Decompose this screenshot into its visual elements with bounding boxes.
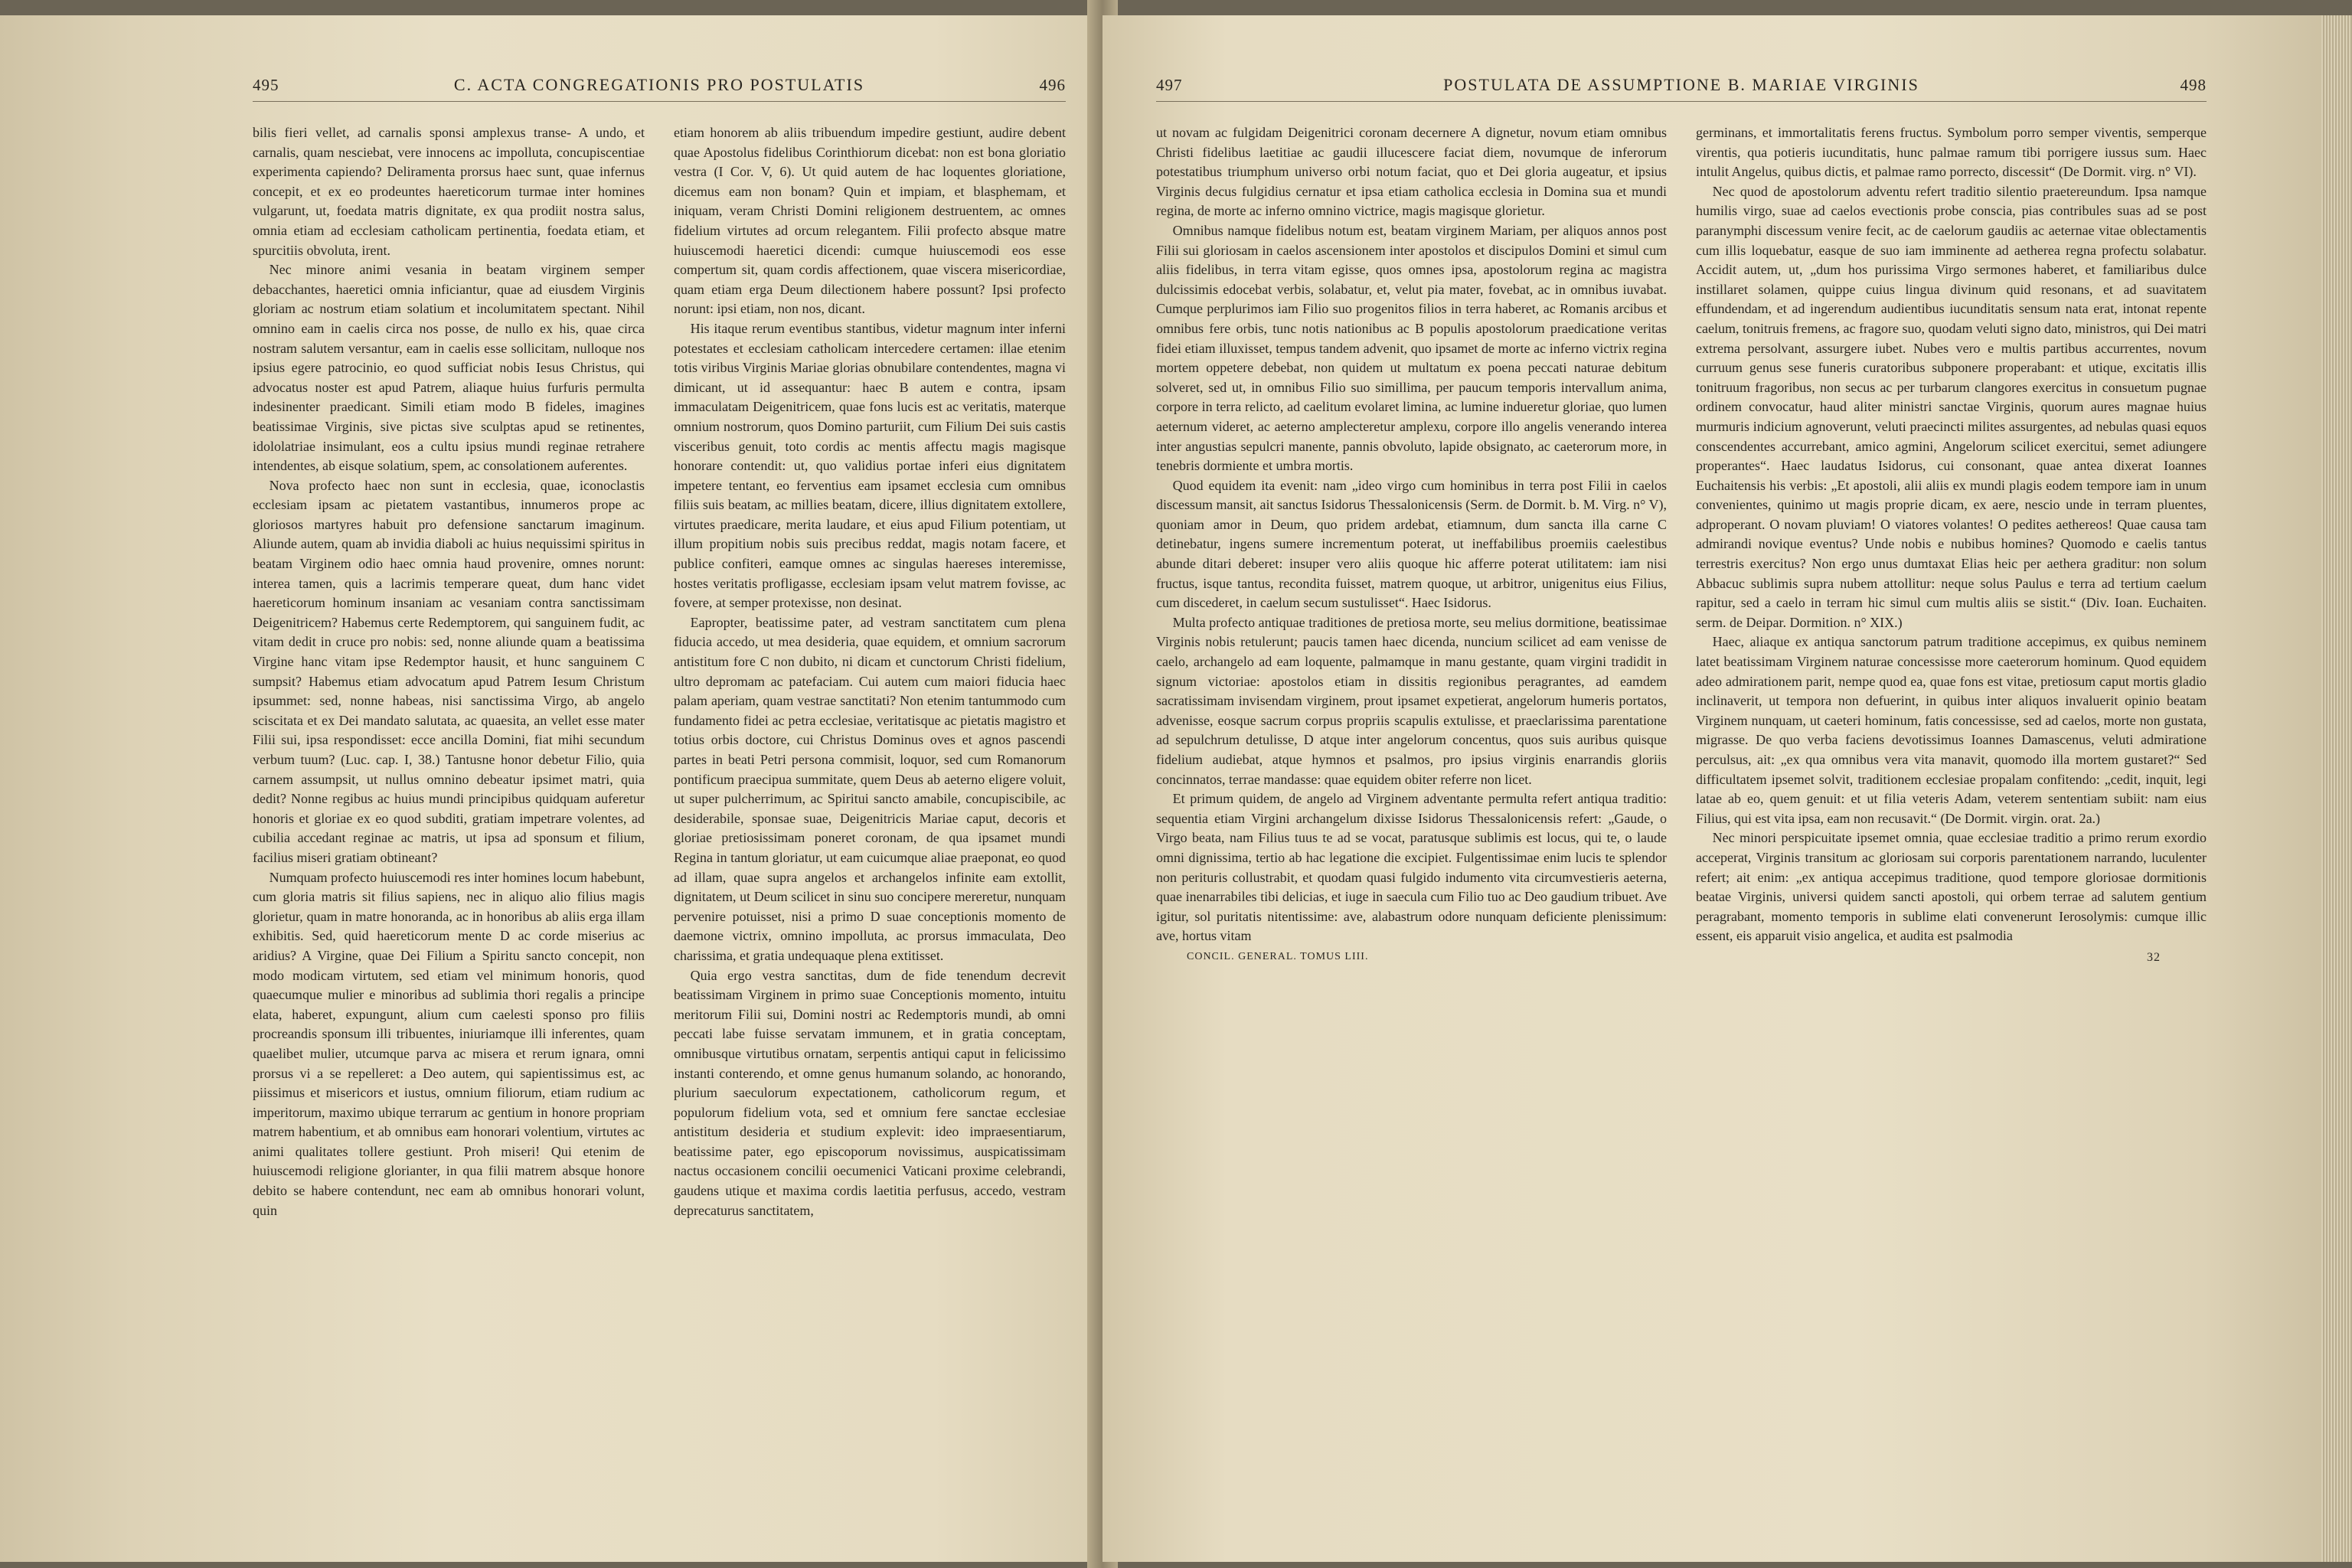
right-column-1	[1156, 123, 1667, 946]
page-footer	[1156, 951, 2207, 965]
paragraph: Eapropter, beatissime pater, ad vestram sanctitatem cum plena fiducia accedo, ut mea desideria, quae equidem, et omnium sacrorum antistitum fore C non dubito, ni dicam et cunctorum Christi fidelium, ultro depromam ac patefaciam. Cui autem cum maiori fiducia haec palam aperiam, quam vestrae sanctitati? Non etenim tantummodo cum fundamento fidei ac petra ecclesiae, veritatisque ac pietatis magistro et totius orbis doctore, cui Christus Dominus oves et agnos pascendi partes in beati Petri persona commisit, loquor, sed cum Romanorum pontificum praecipua summitate, quem Deus ab aeterno eligere voluit, ut super pulcherrimum, ac Spiritui sancto amabile, concupiscibile, ac desiderabile, sponsae suae, Deigenitricis Mariae caput, decoris et gloriae pretiosissimam poneret coronam, de qua ipsamet mundi Regina in tantum gloriatur, ut eam cuicumque aliae praeponat, eo quod ad illam, quae supra angelos et archangelos infinite eam extollit, dignitatem, ut Deum scilicet in sinu suo concipere mereretur, nunquam pervenire potuisset, nisi a primo D suae conceptionis momento de daemone victrix, omnino impolluta, ac prorsus immaculata, Deo charissima, et gratia undequaque plena extitisset.	[674, 614, 1066, 963]
paragraph: Nec minori perspicuitate ipsemet omnia, quae ecclesiae traditio a primo rerum exordio acceperat, Virginis transitum ac gloriosam sui corporis parentationem narrando, luculenter refert; ait enim: „ex antiqua accepimus traditione, quod tempore gloriosae dormitionis beatae Virginis, universi quidem sancti apostoli, qui orbem terrae ad salutem gentium peragrabant, momento temporis in sublime elati convenerunt Ierosolymis: cumque illic essent, eis apparuit visio angelica, et audita est psalmodia	[1696, 830, 2207, 944]
paragraph: His itaque rerum eventibus stantibus, videtur magnum inter inferni potestates et ecclesiam catholicam intercedere certamen: illae etenim totis viribus Virginis Mariae glorias obnubilare contendentes, magna vi dimicant, ut id assequantur: haec B autem e contra, ipsam immaculatam Deigenitricem, quae fons lucis est ac veritatis, materque omnium nostrorum, quos Domino parturiit, cum Filium Dei suis castis visceribus genuit, toto cordis ac mentis affectu magis magisque honorare contendit: ut, quo validius portae inferi eius dignitatem impetere tentant, eo ferventius eam ipsamet ecclesia cum omnibus filiis suis beatam, ac millies beatam, dicere, illius dignitatem extollere, virtutes praedicare, merita laudare, et eius apud Filium potentiam, ut illum propitium nobis suis precibus reddat, magis notam facere, et publice confiteri, eamque omnes ac singulas haereses interemisse, hostes veritatis profligasse, ecclesiam ipsam velut matrem fovisse, ac fovere, at semper protexisse, non desinat.	[674, 320, 1066, 611]
paragraph: ut novam ac fulgidam Deigenitrici coronam decernere A dignetur, novum etiam omnibus Christi fidelibus laetitiae ac gaudii illucescere faciat diem, novumque de inferorum potestatibus triumphum universo orbi notum faciat, quo et Dei gloria augeatur, et ipsius Virginis decus fulgidius cernatur et ipsa etiam catholica ecclesia in Domina sua et mundi regina, de morte ac inferno omnino victrice, magis magisque glorietur.	[1156, 125, 1667, 219]
paragraph: Numquam profecto huiuscemodi res inter homines locum habebunt, cum gloria matris sit filius sapiens, nec in aliquo alio filius magis glorietur, quam in matre honoranda, ac in honoribus ab aliis erga illam exhibitis. Sed, quid haereticorum mente D ac corde miserius ac aridius? A Virgine, quae Dei Filium a Spiritu sancto concepit, non modo modicam virtutem, sed etiam vel minimum honoris, quod quaecumque mulier e minoribus ad sublimia thori regalis a principe elata, haberet, expungunt, alium cum caelesti sponso pro filiis procreandis sponsum illi tribuentes, iniuriamque illi inferentes, quam quaelibet mulier, utcumque parva ac misera et rerum ignara, omni prorsus vi a se repelleret: a Deo autem, qui sapientissimus est, ac piissimus et misericors et iustus, omnium filiorum, etiam rudium ac imperitorum, maximo ubique terrarum ac gentium in honore propriam matrem habentium, et ab omnibus eam honorari volentium, virtutes ac animi qualitates tollere gestiunt. Proh miseri! Qui etenim de huiuscemodi religione glorianter, in qua filii matrem absque honore debito se habere contendunt, nec eam ab omnibus honorari volunt, quin	[253, 869, 645, 1218]
paragraph: Multa profecto antiquae traditiones de pretiosa morte, seu melius dormitione, beatissimae Virginis nobis retulerunt; paucis tamen haec dicenda, nuncium scilicet ad eam venisse de caelo, archangelo ad eam loquente, palmamque in manu gestante, quam virgini tradidit in signum victoriae: apostolos etiam in dissitis regionibus peragrantes, ad eamdem sacratissimam invisendam virginem, prout ipsamet expetierat, angelorum humeris portatos, advenisse, eosque sacrum corpus propriis scapulis extulisse, et praeclarissima parentatione ad sepulchrum detulisse, D atque inter angelorum concentus, quos suis auribus quisque fidelium audiebat, atque hymnos et psalmos, pro ipsius virginis enarrandis gloriis concinnatos, terrae mandasse: quae equidem obiter referre non licet.	[1156, 614, 1667, 787]
paragraph: Omnibus namque fidelibus notum est, beatam virginem Mariam, per aliquos annos post Filii sui gloriosam in caelos ascensionem inter apostolos et discipulos Domini et simul cum aliis fidelibus, in terra vitam egisse, quos omnes ipsa, apostolorum regina ac magistra dulcissimis edocebat verbis, solabatur, et, velut pia mater, fovebat, ac in omnibus iuvabat. Cumque perplurimos iam Filio suo progenitos filios in terra haberet, ac Romanis arcibus et omnibus fere orbis, tunc notis nationibus ac B populis apostolorum praedicatione veritas fidei etiam illuxisset, tempus tandem advenit, quo ipsamet de morte ac inferno victrix regina mortem oppetere debebat, non quidem ut multatum ex poena peccati naturae debitum solveret, sed ut, in omnibus Filio suo simillima, per paucum temporis intervallum anima, corpore in terra relicto, ad caelitum evolaret limina, ac lumine indueretur gloriae, quo lumen aeternum videret, ac aeterno amplecteretur amplexu, corpore illo angelis venerando interea inter angustias sepulcri manente, pannis obvoluto, lapide obsignato, ac caeterorum more, in tenebris dormiente et umbra mortis.	[1156, 222, 1667, 474]
page-number-496: 496	[1039, 76, 1066, 94]
right-column-2	[1696, 123, 2207, 946]
paragraph: Quia ergo vestra sanctitas, dum de fide tenendum decrevit beatissimam Virginem in primo suae Conceptionis momento, intuitu meritorum Filii sui, Domini nostri ac Redemptoris mundi, ab omni peccati labe fuisse servatam immunem, et in gratia conceptam, omnibusque virtutibus ornatam, serpentis antiqui caput in felicissimo instanti conterendo, et omne genus humanum solando, ac honorando, plurium saeculorum expectationem, catholicorum regum, et populorum fidelium vota, sed et omnium fere sanctae ecclesiae antistitum desideria et studium explevit: ideo impraesentiarum, beatissime pater, ego episcoporum novissimus, auspicatissimam nactus occasionem concilii oecumenici Vaticani proxime celebrandi, gaudens utique et maxima cordis laetitia perfusus, accedo, vestram deprecaturus sanctitatem,	[674, 967, 1066, 1218]
paragraph: Haec, aliaque ex antiqua sanctorum patrum traditione accepimus, ex quibus neminem latet beatissimam Virginem naturae concessisse more caeterorum hominum. Quod equidem adeo admirationem parit, nempe quod ea, quae fons est vitae, pretiosum caput mortis gladio inclinaverit, ut tempora non defuerint, in quibus inter aliquos invaluerit opinio beatam Virginem nunquam, ut caeteri hominum, fatis concessisse, sed ad caelos, morte non gustata, migrasse. De quo verba faciens devotissimus Ioannes Damascenus, veluti admiratione perculsus, ait: „ex qua omnibus vera vita manavit, quomodo illa mortem gustaret?“ Sed difficultatem ipsemet solvit, traditionem ecclesiae propalam confitendo: „cedit, inquit, legi latae ab eo, quem genuit: et ut filia veteris Adam, veterem sententiam subiit: nam eius Filius, qui est vita ipsa, eam non recusavit.“ (De Dormit. virgin. orat. 2a.)	[1696, 634, 2207, 826]
footer-volume-line: CONCIL. GENERAL. TOMUS LIII.	[1187, 950, 1369, 962]
paragraph: Nec minore animi vesania in beatam virginem semper debacchantes, haeretici omnia inficiantur, quae ad eiusdem Virginis gloriam ac nostrum etiam solatium et incolumitatem spectant. Nihil omnino eam in caelis circa nos posse, de nullo ex his, quae circa nostram salutem versantur, eam in caelis esse sollicitam, nulloque nos ipsius egere patrocinio, eo quod sufficiat nobis Iesus Christus, qui advocatus noster est apud Patrem, aliaque huius furfuris permulta indesinenter praedicant. Simili etiam modo B fideles, imagines beatissimae Virginis, sive pictas sive sculptas apud se retinentes, idololatriae insimulant, eos a cultu ipsius mundi reginae retrahere intendentes, ab eisque solatium, spem, ac consolationem auferentes.	[253, 262, 645, 474]
paragraph: Et primum quidem, de angelo ad Virginem adventante permulta refert antiqua traditio: sequentia etiam Virgini archangelum dixisse Isidorus Thessalonicensis refert: „Gaude, o Virgo beata, nam Filius tuus te ad se vocat, paratusque sublimis est locus, qui te, o laude omni dignissima, tertio ab hac legatione die excipiet. Fulgentissimae enim lucis te splendor non perituris collustrabit, et quodam quasi fulgido indumento vita circumvestieris aeterna, quae inenarrabiles tibi delicias, et iuge in saecula cum Filio tuo ac Deo gaudium tribuet. Ave igitur, sol puritatis nitentissime: ave, alabastrum odore nunquam deficiente plenissimum: ave, hortus vitam	[1156, 791, 1667, 944]
paragraph: bilis fieri vellet, ad carnalis sponsi amplexus transe- A undo, et carnalis, quam nesciebat, vere innocens ac impolluta, concupiscentiae experimenta capiendo? Deliramenta prorsus haec sunt, quae infernus concepit, et ex eo prodeuntes haereticorum turmae inter homines vulgarunt, ut, foedata matris dignitate, ex qua prodiit nostra salus, omnia etiam ad ecclesiam catholicam pertinentia, foedata etiam, et spurcitiis obvoluta, irent.	[253, 125, 645, 258]
left-column-1	[253, 123, 645, 1220]
page-edges-right	[2321, 15, 2352, 1562]
paragraph: Quod equidem ita evenit: nam „ideo virgo cum hominibus in terra post Filii in caelos discessum mansit, ait sanctus Isidorus Thessalonicensis (Serm. de Dormit. b. M. Virg. n° V), quoniam amor in Deum, quo pridem ardebat, etiamnum, dum sancta illa carne C detinebatur, ingens sumere incrementum poterat, ut ineffabilibus proemiis caelestibus abunde ditari deberet: insuper vero aliis quoque hic afferre poterat utilitatem: iam nisi fructus, isque tantus, recondita fuisset, matrem quoque, ut arbitror, unigenitus eius Filius, cum discederet, in caelum secum sustulisset“. Haec Isidorus.	[1156, 477, 1667, 611]
paragraph: Nec quod de apostolorum adventu refert traditio silentio praetereundum. Ipsa namque humilis virgo, suae ad caelos evectionis probe conscia, pias contribules suas ad se post paranymphi discessum venire fecit, ac de caelorum gaudiis ac aeternae vitae oblectamentis cum illis loquebatur, easque de suo iam imminente ad aetherea regna profectu solabatur. Accidit autem, ut, „dum hos purissima Virgo sermones haberet, et familiaribus dulce instillaret solamen, quippe cuius lingua divinum quid resonans, et ad suavitatem effundendam, et ad ingerendum audientibus iucunditatis sensum nata erat, intonat repente caelum, tonitruis fremens, ac fragore suo, quodam veluti signo dato, ministros, qui Dei matri extrema persolvant, assurgere iubet. Nubes vero e multis partibus accurrentes, novum curruum genus sese funeris curatoribus subponere properabant: et utique, excitatis illis tonitruum fragoribus, non secus ac per turbarum clangores exercitus in consuetum pugnae ordinem convocatur, haud aliter ministri sanctae Virginis, quorum aures magnae huius murmuris indicium agnoverunt, veluti praecincti milites assurgentes, ad nebulas quasi equos conscendentes accurrebant, amico agmini, Angelorum scilicet exercitui, semet adiungere properantes“. Haec laudatus Isidorus, cui consonant, quae antea dixerat Ioannes Euchaitensis his verbis: „Et apostoli, alii aliis ex mundi plagis eodem tempore iam in unum convenientes, quinimo ut magis proprie dicam, ex aere, nescio unde in terram pluentes, adproperant. O novam pluviam! O viatores volantes! O pedites aethereos! Quae causa tam admirandi novique eventus? Unde nobis e nubibus homines? Quomodo e caelis tantus terrestris exercitus? Non ergo unus dumtaxat Elias heic per aethera graditur: non solum Abbacuc sublimis supra nubem attollitur: neque solus Paulus e terra ad tertium caelum rapitur, sed a caelo in terram hic simul cum multis aliis se sistit.“ (Div. Ioan. Euchaiten. serm. de Deipar. Dormition. n° XIX.)	[1696, 183, 2207, 630]
running-head-right	[1156, 75, 2207, 102]
left-column-2	[674, 123, 1066, 1220]
signature-mark: 32	[2147, 950, 2161, 964]
page-number-495: 495	[253, 76, 279, 94]
running-title-right: POSTULATA DE ASSUMPTIONE B. MARIAE VIRGINIS	[1443, 75, 1919, 94]
left-page-columns	[253, 123, 1066, 1220]
paragraph: etiam honorem ab aliis tribuendum impedire gestiunt, audire debent quae Apostolus fidelibus Corinthiorum dicebat: non est bona gloriatio vestra (I Cor. V, 6). Ut quid autem de hac loquentes gloriatione, dicemus eam non bonam? Quin et impiam, et blasphemam, et iniquam, veram Christi Domini religionem destruentem, ac omnes fidelium virtutes ad orcum relegantem. Filii profecto absque matre huiuscemodi haeretici dicendi: cumque huiuscemodi eos esse compertum sit, quam cordis affectionem, quae viscera misericordiae, quam etiam erga Deum dilectionem habere possunt? Ipsi profecto norunt: ipsi etiam, non nos, dicant.	[674, 125, 1066, 317]
page-number-498: 498	[2180, 76, 2207, 94]
right-page-columns	[1156, 123, 2207, 946]
left-page	[0, 15, 1096, 1562]
page-number-497: 497	[1156, 76, 1183, 94]
running-title-left: C. ACTA CONGREGATIONIS PRO POSTULATIS	[453, 75, 865, 94]
paragraph: Nova profecto haec non sunt in ecclesia, quae, iconoclastis ecclesiam ipsam ac pietatem vastantibus, innumeros prope ac gloriosos martyres habuit pro defensione sanctarum imaginum. Aliunde autem, quam ab invidia diaboli ac huius nequissimi spiritus in beatam Virginem odio haec omnia haud provenire, omnes norunt: interea tamen, quis a lacrimis temperare queat, dum hanc videt haereticorum hominum insaniam ac vesaniam contra sanctissimam Deigenitricem? Habemus certe Redemptorem, qui sanguinem fudit, ac vitam dedit in cruce pro nobis: sed, nonne aliunde quam a beatissima Virgine hanc vitam ipse Redemptor hausit, et hunc sanguinem C sumpsit? Habemus etiam advocatum apud Patrem Iesum Christum ipsummet: sed, nonne habeas, nisi sanctissima Virgo, ab angelo sciscitata et ex Dei mandato salutata, ac quaesita, an vellet esse mater Filii sui, ipsa respondisset: ecce ancilla Domini, fiat mihi secundum verbum tuum? (Luc. cap. I, 38.) Tantusne honor debetur Filio, quia carnem assumpsit, ut nullus omnino debeatur ipsimet matri, quia dedit? Nonne regibus ac huius mundi principibus quidquam auferetur honoris et gloriae ex eo quod subditi, gratiam impetrare volentes, ad cubilia accedant reginae ac matris, ut ipsa ad sponsum et filium, facilius miseri gratiam obtineant?	[253, 477, 645, 865]
right-page	[1102, 15, 2352, 1562]
paragraph: germinans, et immortalitatis ferens fructus. Symbolum porro semper viventis, semperque virentis, qua potieris iucunditatis, hunc palmae ramum tibi porrigere iussus sum. Haec intulit Angelus, quibus dictis, et palmae ramo porrecto, discessit“ (De Dormit. virg. n° VI).	[1696, 125, 2207, 180]
running-head-left	[253, 75, 1066, 102]
